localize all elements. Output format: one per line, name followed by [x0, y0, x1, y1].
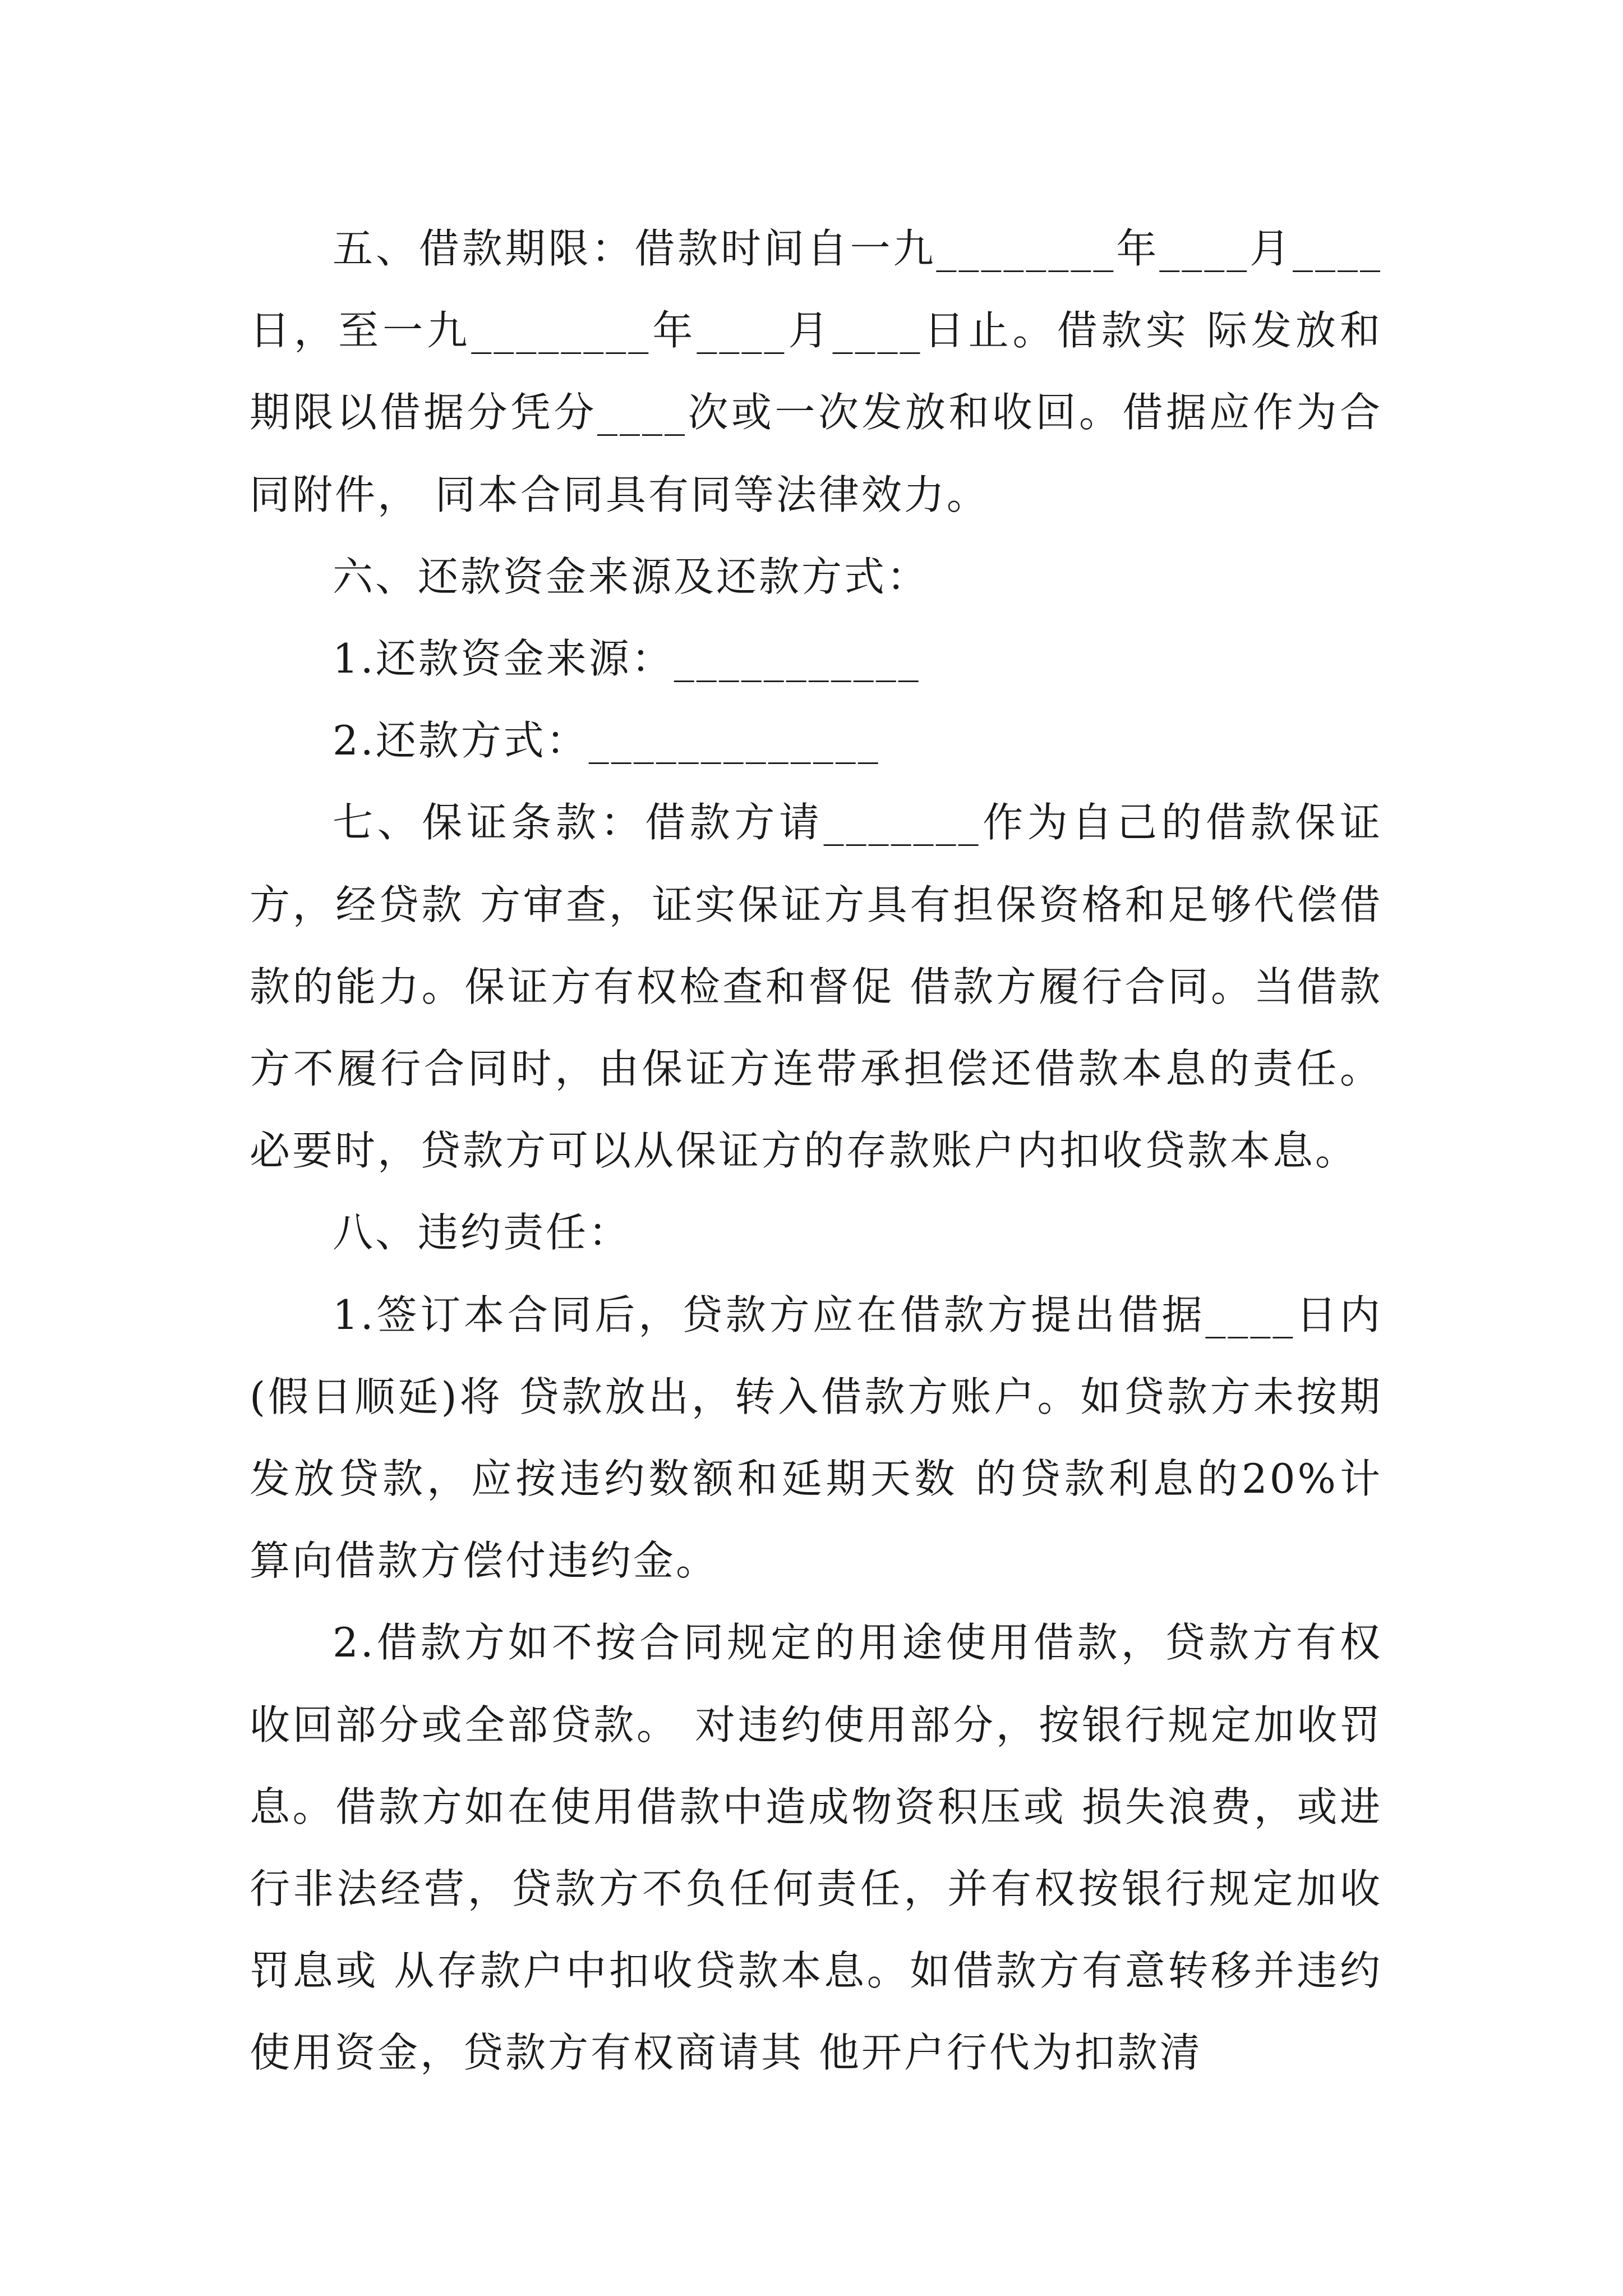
clause-7-guarantee: 七、保证条款：借款方请_______作为自己的借款保证方，经贷款 方审查，证实保证方具有担保资格和足够代偿借款的能力。保证方有权检查和督促 借款方履行合同。当借款方不履行合同时，由保证方连带承担偿还借款本息的责任。 必要时，贷款方可以从保证方的存款账户内扣收贷款本息。 [250, 799, 1398, 1175]
clause-5-loan-term: 五、借款期限：借款时间自一九________年____月____日，至一九________年____月____日止。借款实 际发放和期限以借据分凭分____次或一次发放和收回。借据应作为合同附件， 同本合同具有同等法律效力。 [250, 225, 1382, 518]
clause-6-item-2: 2.还款方式：_____________ [333, 717, 880, 765]
clause-8-item-1: 1.签订本合同后，贷款方应在借款方提出借据____日内(假日顺延)将 贷款放出，转入借款方账户。如贷款方未按期发放贷款，应按违约数额和延期天数 的贷款利息的20%计算向借款方偿付违约金。 [250, 1291, 1382, 1585]
clause-8-heading: 八、违约责任： [333, 1209, 631, 1257]
contract-body [250, 208, 1398, 2094]
clause-8-item-2: 2.借款方如不按合同规定的用途使用借款，贷款方有权收回部分或全部贷款。 对违约使用部分，按银行规定加收罚息。借款方如在使用借款中造成物资积压或 损失浪费，或进行非法经营，贷款方不负任何责任，并有权按银行规定加收罚息或 从存款户中扣收贷款本息。如借款方有意转移并违约使用资金，贷款方有权商请其 他开户行代为扣款清 [250, 1619, 1382, 2077]
clause-6-item-1: 1.还款资金来源：___________ [333, 635, 921, 683]
clause-6-heading: 六、还款资金来源及还款方式： [333, 553, 930, 600]
